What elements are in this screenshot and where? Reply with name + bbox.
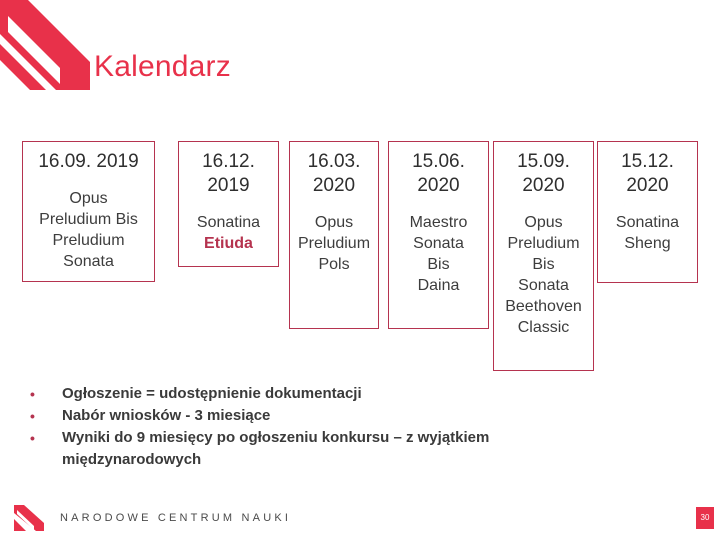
card-item: Sonata [518, 277, 569, 294]
bullet-item: • Nabór wniosków - 3 miesiące [30, 405, 620, 427]
bullet-icon: • [30, 408, 35, 424]
card-date: 16.12. 2019 [202, 151, 255, 196]
card-item: Sonata [63, 253, 114, 270]
calendar-card [493, 141, 594, 371]
card-item: Maestro [409, 214, 468, 231]
card-item: Bis [532, 256, 555, 273]
card-item: Sonata [413, 235, 464, 252]
card-date: 15.06. 2020 [412, 151, 465, 196]
card-item-highlight: Etiuda [204, 235, 253, 252]
card-item: Classic [517, 319, 570, 336]
calendar-card [289, 141, 379, 329]
card-item: Bis [427, 256, 450, 273]
calendar-card [597, 141, 698, 283]
bullet-item: • Ogłoszenie = udostępnienie dokumentacji [30, 383, 620, 405]
ncn-footer-logo-icon [14, 505, 44, 531]
card-item: Opus [314, 214, 354, 231]
footer-org-name: NARODOWE CENTRUM NAUKI [60, 512, 292, 524]
card-item: Beethoven [505, 298, 582, 315]
card-date: 16.03. 2020 [307, 151, 361, 196]
card-item: Sonatina [615, 214, 680, 231]
card-item: Daina [417, 277, 460, 294]
card-item: Preludium [507, 235, 580, 252]
bullet-item: • Wyniki do 9 miesięcy po ogłoszeniu konkursu – z wyjątkiem międzynarodowych [30, 429, 490, 468]
card-item: Sonatina [196, 214, 261, 231]
calendar-card [388, 141, 489, 329]
card-item: Opus [69, 190, 108, 207]
card-item: Preludium Bis [39, 211, 138, 228]
card-item: Opus [524, 214, 563, 231]
calendar-card [178, 141, 279, 267]
card-item: Preludium [297, 235, 371, 252]
card-date: 15.12. 2020 [621, 151, 674, 196]
calendar-card [22, 141, 155, 282]
page-title: Kalendarz [94, 50, 231, 83]
card-item: Preludium [52, 232, 125, 249]
card-date: 15.09. 2020 [517, 151, 570, 196]
bullet-icon: • [30, 430, 35, 446]
ncn-logo-icon [0, 0, 90, 90]
card-item: Pols [318, 256, 350, 273]
card-date: 16.09. 2019 [38, 151, 139, 172]
bullet-list [30, 383, 620, 471]
page-number: 30 [696, 507, 714, 529]
bullet-icon: • [30, 386, 35, 402]
card-item: Sheng [624, 235, 671, 252]
